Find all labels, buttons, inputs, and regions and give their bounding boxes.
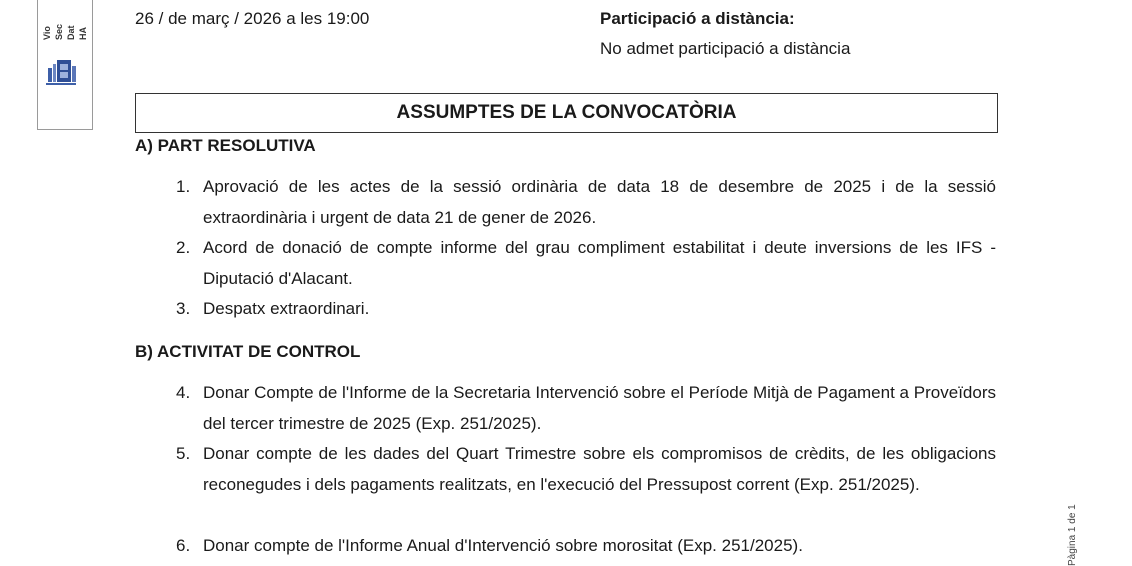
item-number: 1.	[176, 177, 191, 196]
item-number: 5.	[176, 444, 191, 463]
item-text: Donar compte de l'Informe Anual d'Intervenció sobre morositat (Exp. 251/2025).	[203, 536, 803, 555]
section-heading-b: B) ACTIVITAT DE CONTROL	[135, 342, 361, 361]
list-item	[176, 378, 996, 439]
municipal-seal-icon	[42, 58, 78, 86]
verification-sidebar	[37, 0, 93, 130]
list-item	[176, 233, 996, 294]
item-text: Aprovació de les actes de la sessió ordinària de data 18 de desembre de 2025 i de la sessió extraordinària i urgent de data 21 de gener de 2026.	[203, 177, 996, 227]
sidebar-line: Sec	[54, 23, 64, 40]
item-text: Despatx extraordinari.	[203, 299, 370, 318]
page-counter: Pàgina 1 de 1	[1067, 504, 1078, 566]
section-heading-a: A) PART RESOLUTIVA	[135, 136, 316, 155]
item-text: Donar compte de les dades del Quart Trimestre sobre els compromisos de crèdits, de les obligacions reconegudes i dels pagaments realitzats, en l'execució del Pressupost corrent (Exp. 251/2025).	[203, 444, 996, 494]
agenda-title-box	[135, 93, 998, 133]
list-item	[176, 531, 996, 562]
remote-participation-value: No admet participació a distància	[600, 39, 851, 58]
item-text: Donar Compte de l'Informe de la Secretaria Intervenció sobre el Període Mitjà de Pagament a Proveïdors del tercer trimestre de 2025 (Exp. 251/2025).	[203, 383, 996, 433]
agenda-title: ASSUMPTES DE LA CONVOCATÒRIA	[396, 102, 737, 123]
list-item	[176, 439, 996, 500]
item-text: Acord de donació de compte informe del grau compliment estabilitat i deute inversions de les IFS - Diputació d'Alacant.	[203, 238, 996, 288]
sidebar-line: Vio	[42, 26, 52, 40]
sidebar-line: HA	[78, 27, 88, 40]
item-number: 3.	[176, 299, 191, 318]
item-number: 6.	[176, 536, 191, 555]
remote-participation-label: Participació a distància:	[600, 9, 795, 28]
session-date: 26 / de març / 2026 a les 19:00	[135, 9, 370, 28]
list-item	[176, 172, 996, 233]
sidebar-vertical-text	[42, 0, 88, 40]
list-item	[176, 294, 996, 325]
sidebar-line: Dat	[66, 25, 76, 40]
item-number: 2.	[176, 238, 191, 257]
item-number: 4.	[176, 383, 191, 402]
